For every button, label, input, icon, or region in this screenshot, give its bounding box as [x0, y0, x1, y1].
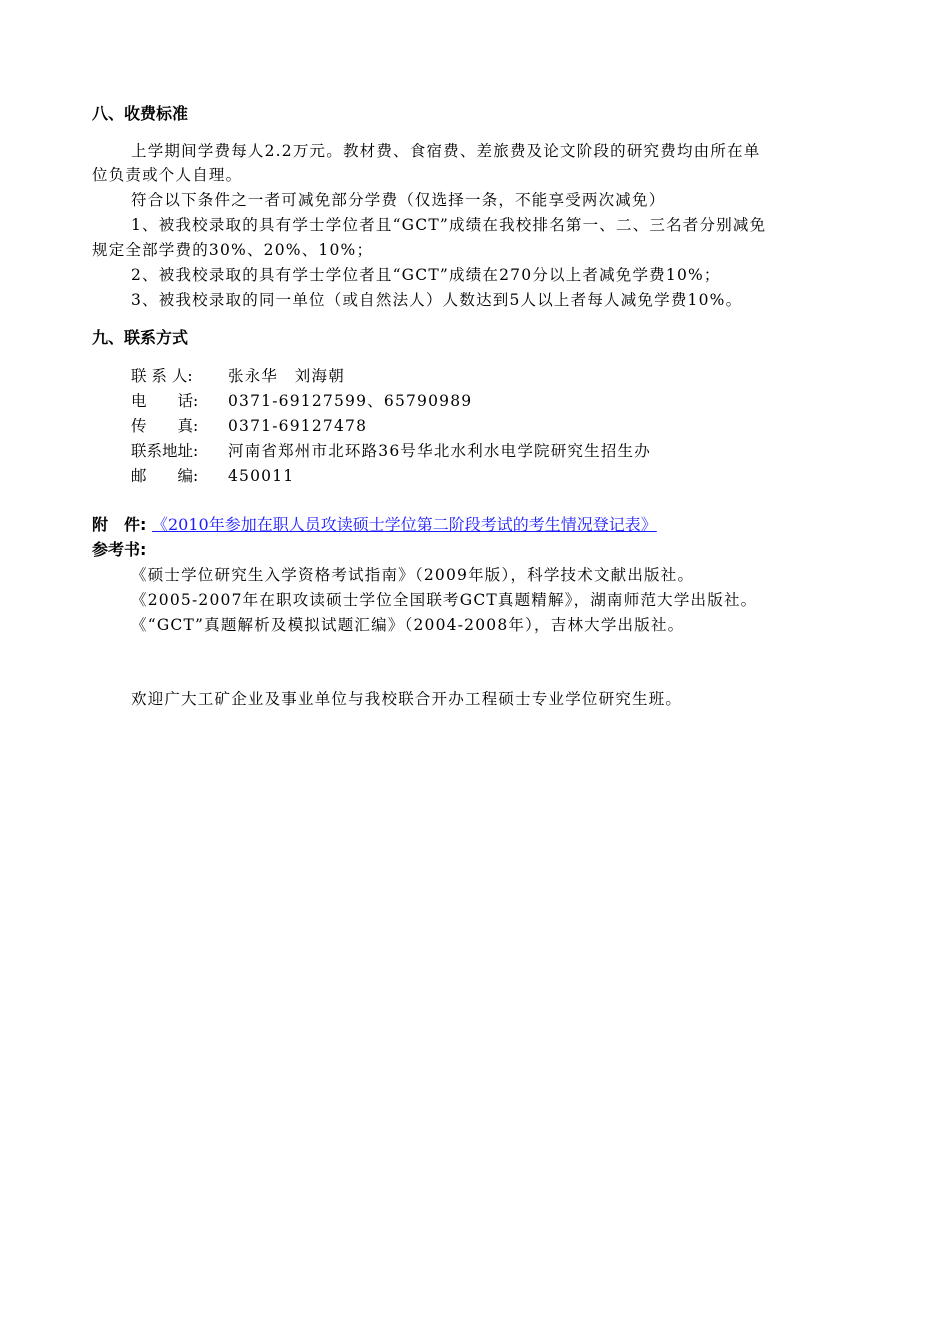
contact-value: 张永华 刘海朝	[228, 367, 345, 385]
fees-paragraph-line-2: 位负责或个人自理。	[92, 166, 243, 184]
contact-row-person	[131, 366, 345, 386]
attachment-label: 附 件:	[92, 515, 147, 534]
fees-item-1-line-2: 规定全部学费的30%、20%、10%；	[92, 241, 374, 259]
contact-label: 电 话:	[131, 392, 199, 410]
fees-reduction-intro: 符合以下条件之一者可减免部分学费（仅选择一条，不能享受两次减免）	[131, 191, 666, 209]
contact-label: 邮 编:	[131, 467, 199, 485]
contact-row-phone	[131, 391, 472, 411]
fees-heading: 八、收费标准	[92, 104, 189, 123]
contact-value: 450011	[228, 467, 295, 485]
fees-item-3: 3、被我校录取的同一单位（或自然法人）人数达到5人以上者每人减免学费10%。	[131, 291, 743, 309]
contact-value: 0371-69127599、65790989	[228, 392, 473, 410]
reference-item-3: 《“GCT”真题解析及模拟试题汇编》（2004-2008年），吉林大学出版社。	[131, 616, 685, 634]
contact-row-postcode	[131, 466, 294, 486]
fees-paragraph-line-1: 上学期间学费每人2.2万元。教材费、食宿费、差旅费及论文阶段的研究费均由所在单	[131, 142, 761, 160]
fees-item-1-line-1: 1、被我校录取的具有学士学位者且“GCT”成绩在我校排名第一、二、三名者分别减免	[131, 216, 767, 234]
attachment-link[interactable]: 《2010年参加在职人员攻读硕士学位第二阶段考试的考生情况登记表》	[151, 515, 657, 534]
reference-item-1: 《硕士学位研究生入学资格考试指南》（2009年版），科学技术文献出版社。	[131, 566, 695, 584]
contact-row-fax	[131, 416, 367, 436]
contact-row-address	[131, 441, 651, 461]
closing-note: 欢迎广大工矿企业及事业单位与我校联合开办工程硕士专业学位研究生班。	[131, 690, 683, 708]
reference-item-2: 《2005-2007年在职攻读硕士学位全国联考GCT真题精解》，湖南师范大学出版社。	[131, 591, 758, 609]
contact-label: 联 系 人:	[131, 367, 193, 385]
contact-label: 传 真:	[131, 417, 199, 435]
contact-value: 河南省郑州市北环路36号华北水利水电学院研究生招生办	[228, 442, 651, 460]
contact-value: 0371-69127478	[228, 417, 368, 435]
attachment-line	[92, 515, 657, 535]
contact-label: 联系地址:	[131, 442, 199, 460]
fees-item-2: 2、被我校录取的具有学士学位者且“GCT”成绩在270分以上者减免学费10%；	[131, 266, 721, 284]
references-label: 参考书:	[92, 540, 147, 559]
contact-heading: 九、联系方式	[92, 328, 189, 347]
